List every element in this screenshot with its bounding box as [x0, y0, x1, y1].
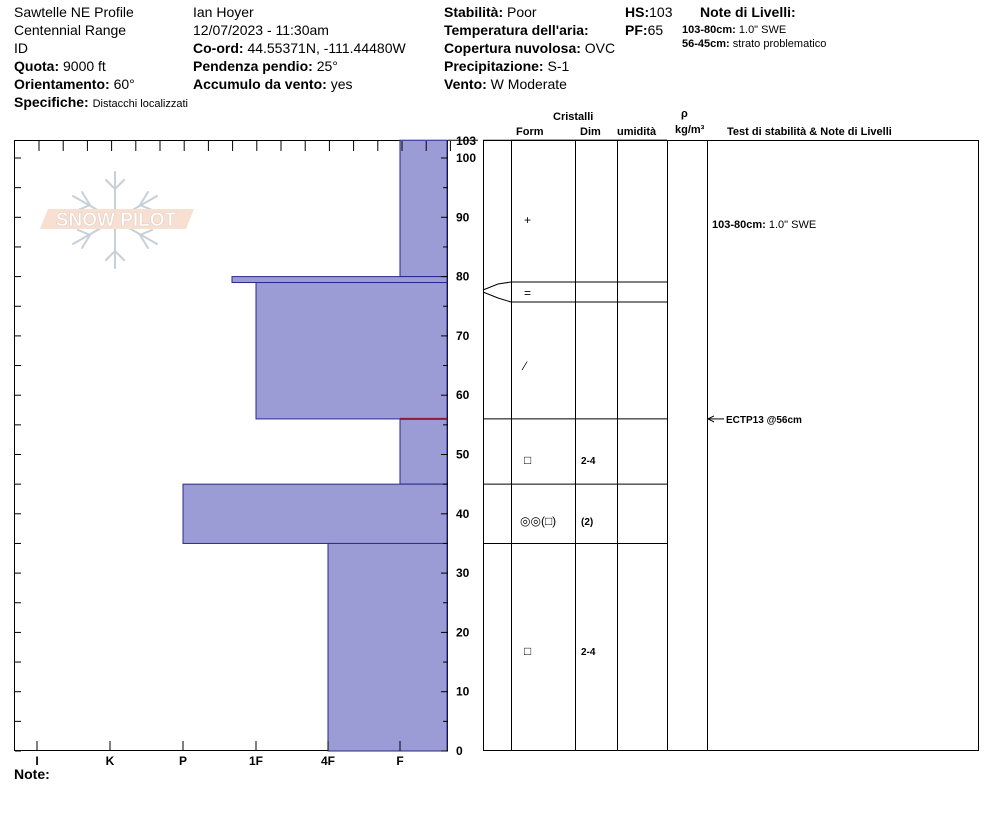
layer-note-2-range: 56-45cm:: [682, 38, 730, 50]
aspect-label: Orientamento:: [14, 76, 110, 92]
hardness-label-4F: 4F: [320, 754, 336, 768]
table-layer-note: [712, 219, 816, 231]
depth-label-30: 30: [456, 566, 470, 581]
layer-bar-5: [183, 484, 447, 543]
foot-penetration-value: 65: [647, 22, 664, 38]
slope-angle-value: 25°: [316, 58, 338, 74]
depth-label-20: 20: [456, 625, 470, 640]
coordinates-value: 44.55371N, -111.44480W: [247, 40, 406, 56]
crystal-form-6: □: [524, 644, 532, 658]
hardness-layer-bars: [183, 140, 447, 751]
hardness-label-F: F: [396, 754, 404, 768]
snowpilot-logo: [40, 172, 194, 268]
crystal-form-4: □: [524, 453, 532, 467]
layer-note-2-text: strato problematico: [732, 38, 827, 50]
density-symbol: ρ: [681, 108, 688, 120]
thin-layer-connector-top: [483, 282, 511, 290]
table-column-dividers: [512, 140, 708, 751]
hardness-label-P: P: [178, 754, 188, 768]
crystal-size-5: (2): [581, 517, 594, 528]
crystal-form-1: +: [524, 213, 532, 227]
notes-label: Note:: [14, 766, 50, 782]
wind-value: W Moderate: [490, 76, 567, 92]
stability-header: Test di stabilità & Note di Livelli: [727, 126, 892, 138]
thin-layer-connector-bottom: [483, 292, 511, 302]
wind-loading-label: Accumulo da vento:: [193, 76, 327, 92]
depth-label-60: 60: [456, 388, 470, 403]
form-header: Form: [516, 126, 544, 138]
aspect-value: 60°: [113, 76, 135, 92]
moisture-header: umidità: [617, 126, 657, 138]
stability-label: Stabilità:: [444, 4, 504, 20]
snow-height-label: HS:: [625, 4, 650, 20]
sky-cover-label: Copertura nuvolosa:: [444, 40, 581, 56]
crystal-form-5: ◎◎(□): [520, 514, 557, 528]
layer-table-notes: [708, 219, 816, 426]
wind-label: Vento:: [444, 76, 487, 92]
layer-notes-title: Note di Livelli:: [700, 4, 796, 20]
wind-loading-value: yes: [330, 76, 353, 92]
site-name: Sawtelle NE Profile: [14, 4, 134, 20]
snow-height-value: 103: [649, 4, 673, 20]
crystal-form-3: ⁄: [524, 359, 527, 373]
layer-bar-2: [232, 277, 447, 283]
depth-label-80: 80: [456, 269, 470, 284]
precipitation-value: S-1: [547, 58, 570, 74]
stability-value: Poor: [507, 4, 537, 20]
depth-label-90: 90: [456, 210, 470, 225]
test-result-1: ECTP13 @56cm: [726, 414, 802, 426]
density-unit: kg/m³: [675, 124, 705, 136]
table-layer-note-range: 103-80cm:: [712, 219, 769, 231]
air-temp-label: Temperatura dell'aria:: [444, 22, 589, 38]
crystals-header: Cristalli: [553, 111, 594, 123]
depth-label-10: 10: [456, 684, 470, 699]
layer-bar-1: [400, 140, 447, 276]
table-layer-note-text: 1.0" SWE: [768, 219, 817, 231]
layer-table-frame: [484, 141, 979, 751]
depth-label-70: 70: [456, 328, 470, 343]
elevation-value: 9000 ft: [63, 58, 106, 74]
layer-note-1-text: 1.0" SWE: [738, 24, 787, 36]
crystal-size-6: 2-4: [581, 647, 596, 658]
specifics-label: Specifiche:: [14, 94, 89, 110]
hardness-label-1F: 1F: [248, 754, 264, 768]
specifics-value: Distacchi localizzati: [92, 98, 188, 110]
layer-bar-4: [400, 419, 447, 484]
depth-label-50: 50: [456, 447, 470, 462]
mountain-range: Centennial Range: [14, 22, 127, 38]
depth-label-40: 40: [456, 506, 470, 521]
crystal-form-2: =: [524, 286, 532, 300]
snowpilot-logo-text: SNOW PILOT: [55, 210, 177, 231]
layer-bar-6: [328, 543, 447, 751]
observer: Ian Hoyer: [193, 4, 254, 20]
depth-label-0: 0: [456, 744, 463, 758]
slope-angle-label: Pendenza pendio:: [193, 58, 313, 74]
foot-penetration-label: PF:: [625, 22, 648, 38]
state: ID: [14, 40, 28, 56]
snow-height-tick-label: 103: [456, 134, 477, 149]
size-header: Dim: [580, 126, 601, 138]
elevation-label: Quota:: [14, 58, 60, 74]
sky-cover-value: OVC: [584, 40, 616, 56]
hardness-label-I: I: [35, 754, 39, 768]
crystal-size-4: 2-4: [581, 456, 596, 467]
layer-bar-3: [256, 283, 447, 419]
layer-note-1-range: 103-80cm:: [682, 24, 736, 36]
depth-label-100: 100: [456, 151, 477, 165]
coordinates-label: Co-ord:: [193, 40, 244, 56]
date-time: 12/07/2023 - 11:30am: [193, 22, 329, 38]
hardness-label-K: K: [105, 754, 115, 768]
precipitation-label: Precipitazione:: [444, 58, 544, 74]
